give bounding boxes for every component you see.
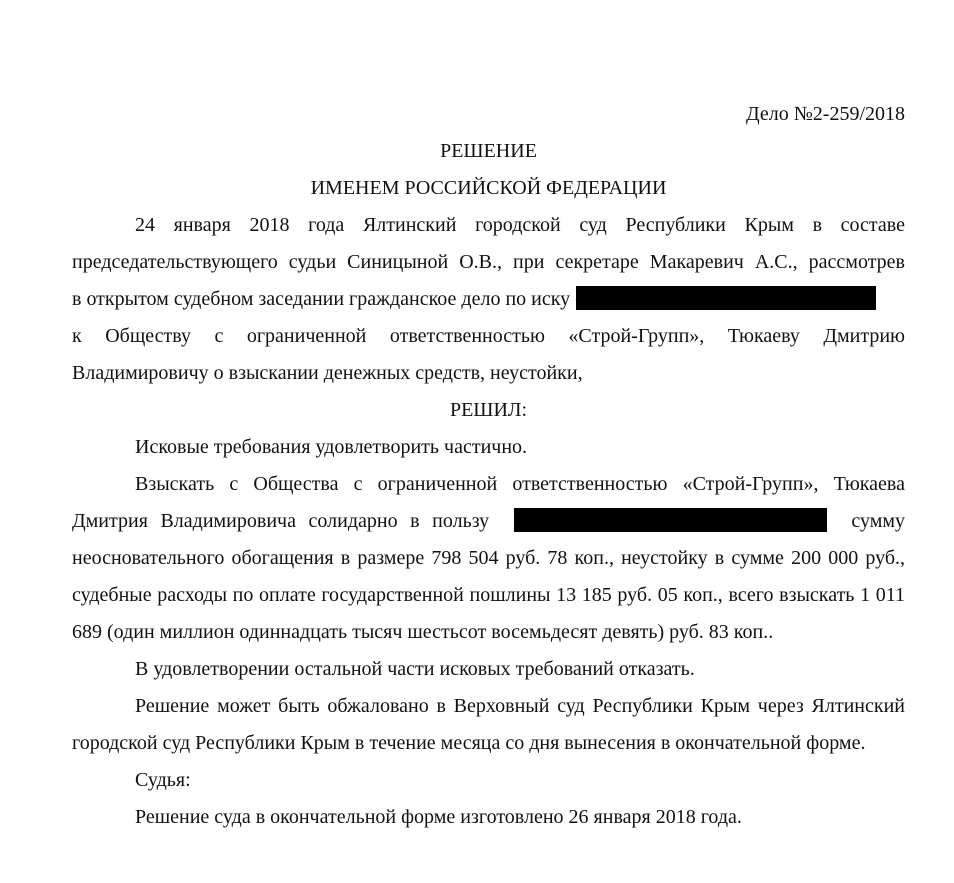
- intro-line-2: председательствующего судьи Синицыной О.В., при секретаре Макаревич А.С., рассмотрев: [72, 251, 905, 273]
- paragraph-2-line-2-before: Дмитрия Владимировича солидарно в пользу: [72, 510, 490, 532]
- cut-off-line: Решение суда в окончательной форме изготовлено 26 января 2018 года.: [135, 806, 742, 828]
- paragraph-4: Решение может быть обжаловано в Верховный суд Республики Крым через Ялтинский городской суд Республики Крым в течение месяца со дня вынесения в окончательной форме.: [72, 695, 905, 754]
- intro-paragraph: [72, 207, 905, 392]
- paragraph-2-line-1: Взыскать с Общества с ограниченной ответственностью «Строй-Групп», Тюкаева: [135, 473, 905, 495]
- paragraph-1: Исковые требования удовлетворить частично.: [135, 436, 528, 458]
- document-title: РЕШЕНИЕ: [440, 140, 537, 162]
- paragraph-3: В удовлетворении остальной части исковых требований отказать.: [135, 658, 695, 680]
- intro-line-5: Владимировичу о взыскании денежных средств, неустойки,: [72, 362, 583, 384]
- intro-line-1: 24 января 2018 года Ялтинский городской суд Республики Крым в составе: [135, 214, 905, 236]
- document-body: [72, 96, 905, 836]
- paragraph-2-line-2-after: сумму: [851, 510, 906, 532]
- paragraph-2-rest: неосновательного обогащения в размере 798 504 руб. 78 коп., неустойку в сумме 200 000 руб., судебные расходы по оплате государственной пошлины 13 185 руб. 05 коп., всего взыскать 1 011 689 (один миллион одиннадцать тысяч шестьсот восемьдесят девять) руб. 83 коп..: [72, 547, 905, 643]
- document-subtitle: ИМЕНЕМ РОССИЙСКОЙ ФЕДЕРАЦИИ: [310, 177, 667, 199]
- redaction-block: [514, 508, 827, 532]
- intro-line-3-text: в открытом судебном заседании гражданское дело по иску: [72, 288, 571, 310]
- redaction-block: [576, 286, 876, 310]
- paragraph-2-line-2: [72, 503, 905, 540]
- resolved-heading: РЕШИЛ:: [449, 399, 528, 421]
- intro-line-3: [72, 281, 905, 318]
- case-number: Дело №2-259/2018: [745, 103, 905, 125]
- judge-label: Судья:: [135, 769, 191, 791]
- intro-line-4: к Обществу с ограниченной ответственностью «Строй-Групп», Тюкаеву Дмитрию: [72, 325, 905, 347]
- paragraph-2: [72, 466, 905, 651]
